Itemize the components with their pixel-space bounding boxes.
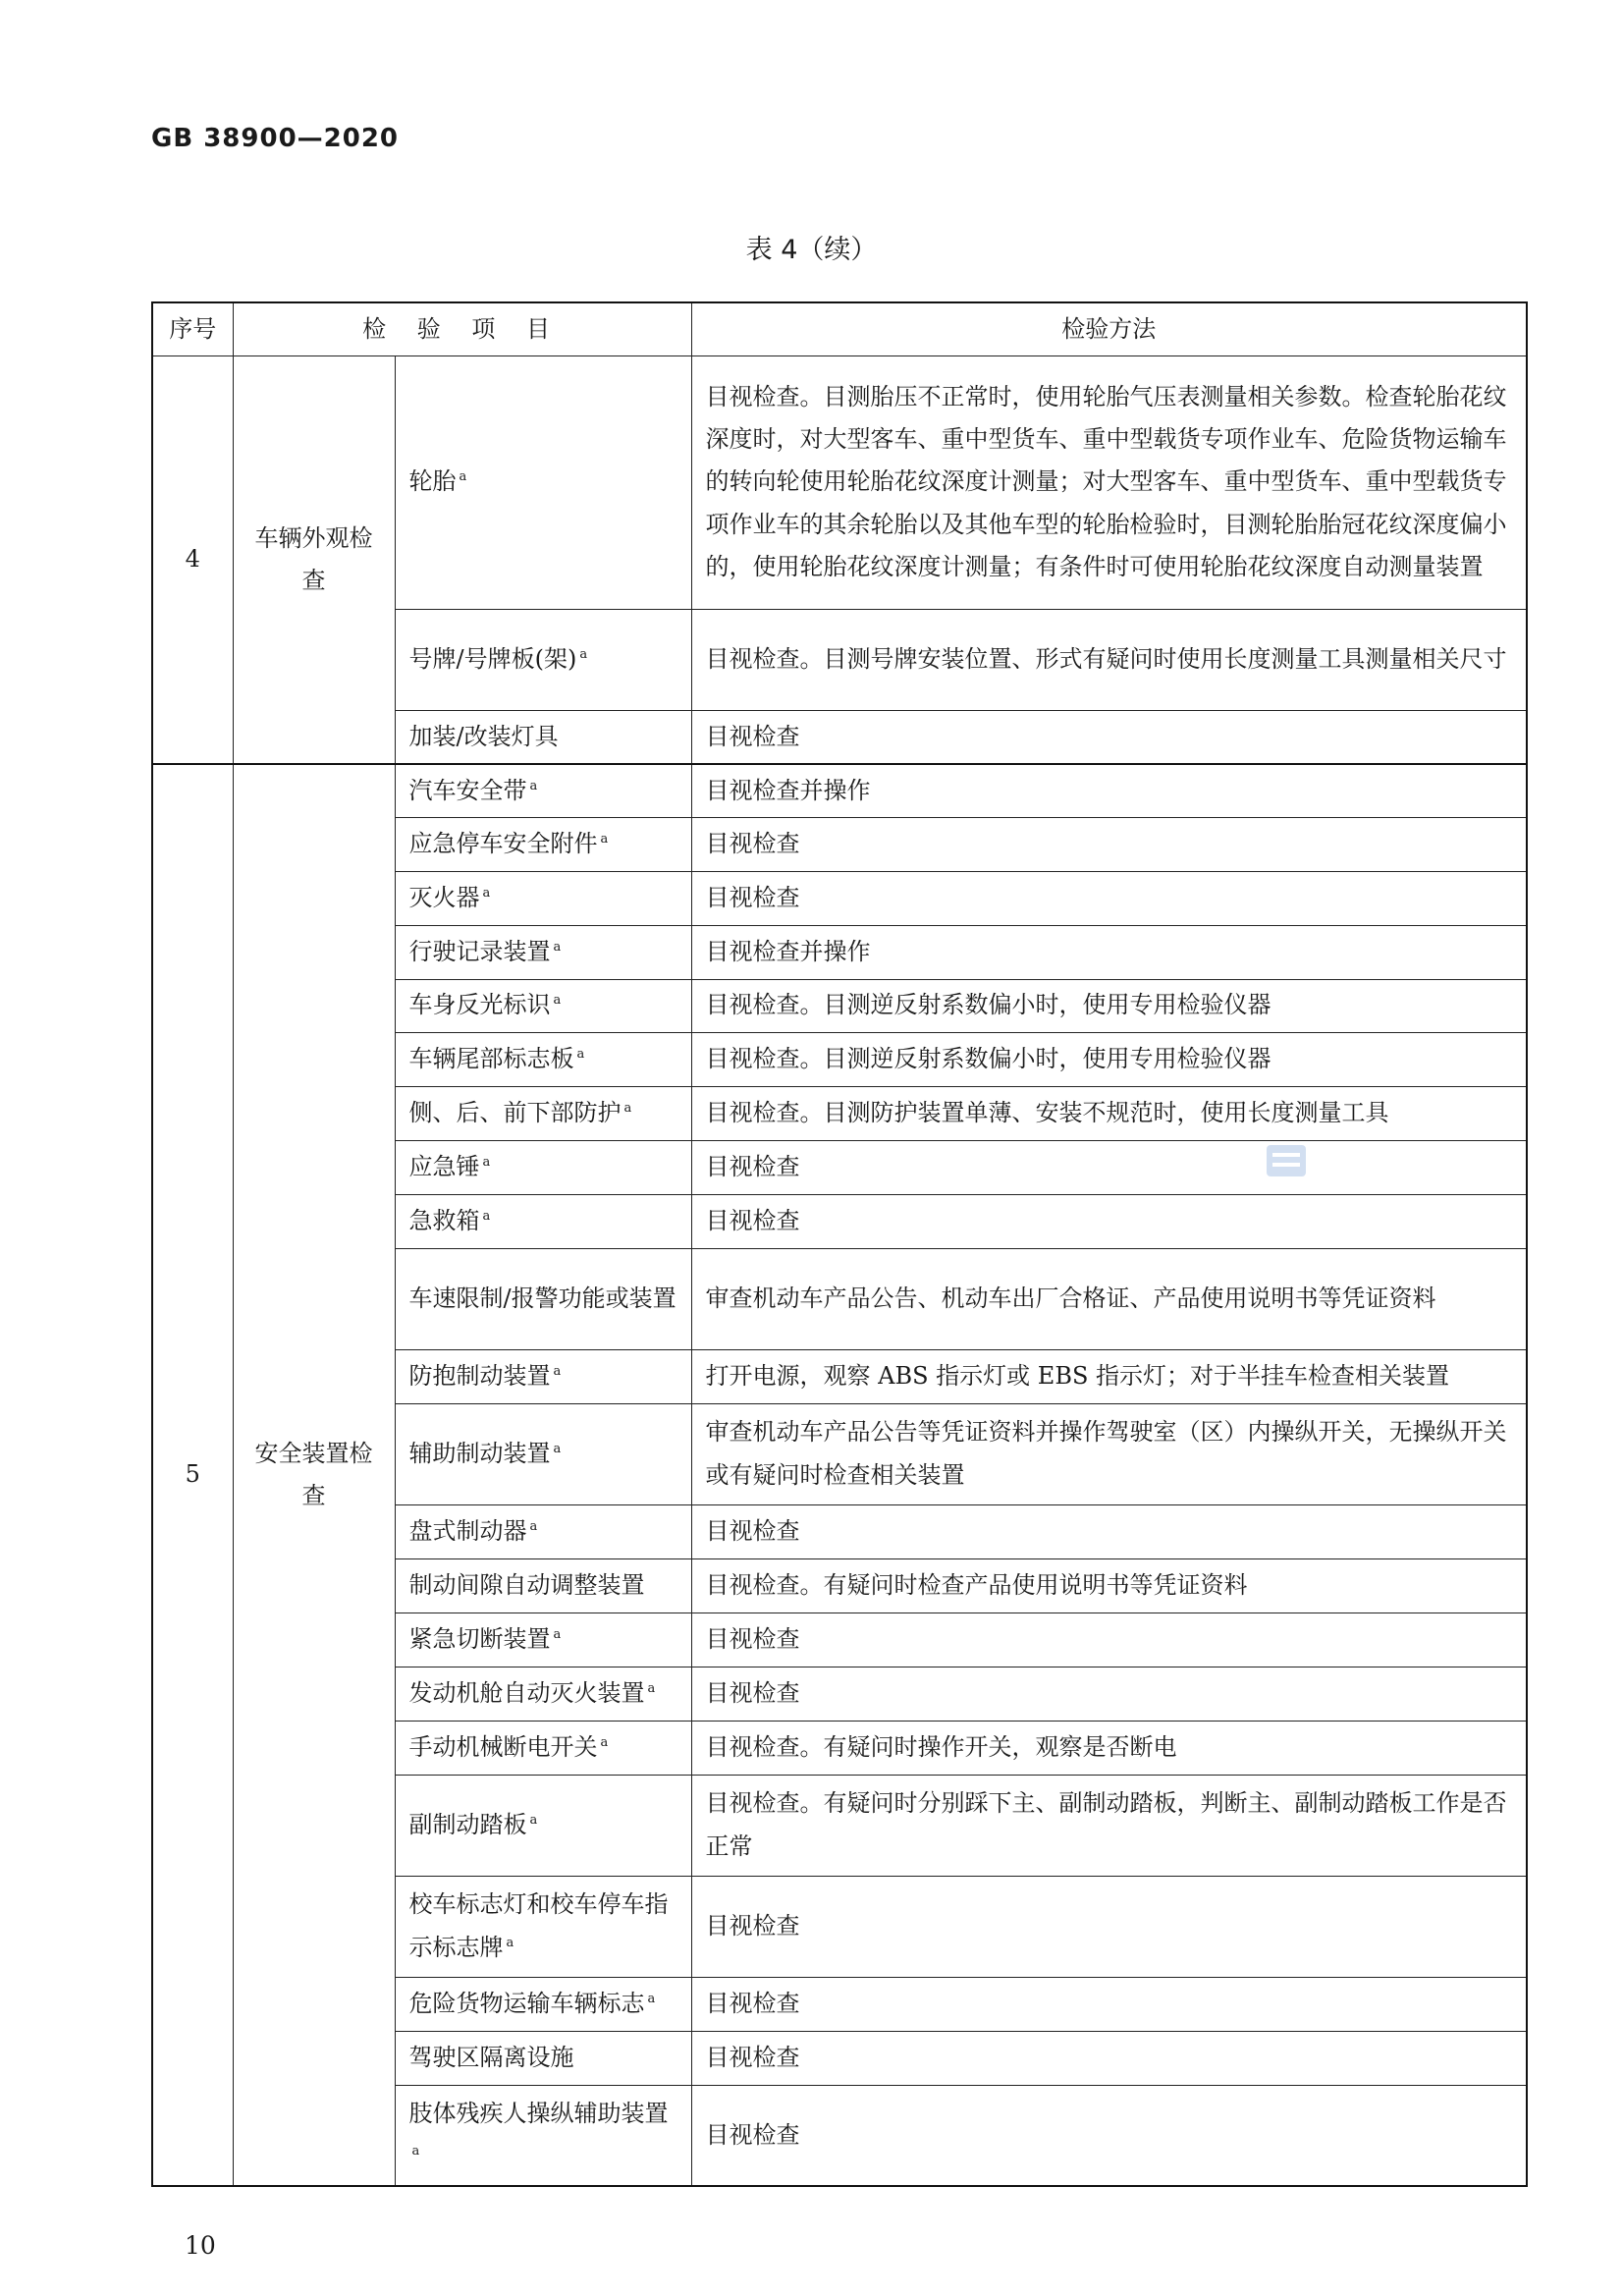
table-row [152, 355, 1527, 609]
item-cell [395, 925, 691, 979]
group-number: 5 [152, 764, 233, 2186]
method-cell: 目视检查 [691, 2031, 1527, 2085]
footnote-mark: a [600, 1734, 609, 1750]
method-cell: 目视检查并操作 [691, 925, 1527, 979]
item-name: 发动机舱自动灭火装置 [408, 1678, 645, 1707]
method-cell: 目视检查。有疑问时操作开关，观察是否断电 [691, 1721, 1527, 1775]
item-cell [395, 1977, 691, 2031]
footnote-mark: a [576, 1046, 585, 1062]
item-cell [395, 764, 691, 817]
group-number: 4 [152, 355, 233, 764]
footnote-mark: a [623, 1100, 632, 1116]
item-cell [395, 1086, 691, 1140]
item-name: 肢体残疾人操纵辅助装置 [408, 2100, 669, 2128]
method-cell: 目视检查 [691, 1504, 1527, 1558]
method-cell: 目视检查。有疑问时分别踩下主、副制动踏板，判断主、副制动踏板工作是否正常 [691, 1775, 1527, 1876]
item-name: 应急停车安全附件 [408, 829, 598, 857]
method-cell: 目视检查 [691, 1876, 1527, 1977]
item-name: 危险货物运输车辆标志 [408, 1989, 645, 2017]
footnote-mark: a [411, 2144, 420, 2159]
table-row [152, 764, 1527, 817]
item-cell [395, 1504, 691, 1558]
method-cell: 目视检查 [691, 1977, 1527, 2031]
item-name: 盘式制动器 [408, 1516, 527, 1545]
item-cell [395, 1349, 691, 1403]
inspection-table [151, 301, 1528, 2187]
item-cell [395, 609, 691, 710]
item-name: 车身反光标识 [408, 991, 551, 1019]
footnote-mark: a [579, 646, 588, 662]
method-cell: 目视检查 [691, 710, 1527, 764]
method-cell: 审查机动车产品公告等凭证资料并操作驾驶室（区）内操纵开关，无操纵开关或有疑问时检查相关装置 [691, 1403, 1527, 1504]
footnote-mark: a [529, 778, 538, 793]
footnote-mark: a [482, 885, 491, 901]
item-cell [395, 710, 691, 764]
item-name: 急救箱 [408, 1206, 480, 1234]
header-no: 序号 [152, 302, 233, 355]
method-cell: 目视检查 [691, 1613, 1527, 1667]
method-cell: 打开电源，观察 ABS 指示灯或 EBS 指示灯；对于半挂车检查相关装置 [691, 1349, 1527, 1403]
item-cell [395, 2031, 691, 2085]
footnote-mark: a [553, 1363, 562, 1379]
item-name: 制动间隙自动调整装置 [408, 1570, 645, 1599]
footnote-mark: a [482, 1154, 491, 1170]
footnote-mark: a [553, 1626, 562, 1642]
item-name: 加装/改装灯具 [408, 722, 559, 750]
method-cell: 目视检查 [691, 1667, 1527, 1721]
item-name: 辅助制动装置 [408, 1439, 551, 1467]
standard-code: GB 38900—2020 [151, 124, 400, 153]
item-name: 防抱制动装置 [408, 1361, 551, 1390]
method-cell: 目视检查。目测号牌安装位置、形式有疑问时使用长度测量工具测量相关尺寸 [691, 609, 1527, 710]
table-header-row [152, 302, 1527, 355]
item-cell [395, 1403, 691, 1504]
item-name: 汽车安全带 [408, 776, 527, 804]
item-cell [395, 1613, 691, 1667]
footnote-mark: a [506, 1935, 514, 1950]
footnote-mark: a [529, 1812, 538, 1828]
item-cell [395, 355, 691, 609]
group-name: 车辆外观检查 [233, 355, 395, 764]
page-number: 10 [185, 2231, 216, 2260]
item-cell [395, 979, 691, 1032]
item-cell [395, 1194, 691, 1248]
item-name: 应急锤 [408, 1152, 480, 1180]
method-cell: 目视检查。目测防护装置单薄、安装不规范时，使用长度测量工具 [691, 1086, 1527, 1140]
footnote-mark: a [553, 939, 562, 955]
footnote-mark: a [600, 831, 609, 847]
item-cell [395, 817, 691, 871]
watermark-logo [1265, 1139, 1308, 1182]
footnote-mark: a [647, 1680, 656, 1696]
method-cell: 目视检查 [691, 2085, 1527, 2186]
group-name: 安全装置检查 [233, 764, 395, 2186]
item-cell [395, 1775, 691, 1876]
item-cell [395, 2085, 691, 2186]
item-name: 校车标志灯和校车停车指示标志牌 [408, 1890, 669, 1961]
method-cell: 目视检查。有疑问时检查产品使用说明书等凭证资料 [691, 1558, 1527, 1613]
item-cell [395, 1032, 691, 1086]
method-cell: 目视检查并操作 [691, 764, 1527, 817]
item-cell [395, 1558, 691, 1613]
method-cell: 目视检查。目测逆反射系数偏小时，使用专用检验仪器 [691, 1032, 1527, 1086]
item-cell [395, 871, 691, 925]
item-name: 轮胎 [408, 467, 457, 496]
item-name: 紧急切断装置 [408, 1624, 551, 1653]
method-cell: 目视检查 [691, 817, 1527, 871]
footnote-mark: a [647, 1991, 656, 2006]
item-name: 号牌/号牌板(架) [408, 644, 577, 673]
footnote-mark: a [529, 1518, 538, 1534]
item-cell [395, 1140, 691, 1194]
item-cell [395, 1248, 691, 1349]
footnote-mark: a [553, 1441, 562, 1456]
item-name: 行驶记录装置 [408, 937, 551, 965]
item-name: 驾驶区隔离设施 [408, 2043, 574, 2071]
item-name: 侧、后、前下部防护 [408, 1098, 622, 1126]
item-cell [395, 1667, 691, 1721]
footnote-mark: a [459, 469, 467, 485]
item-name: 副制动踏板 [408, 1810, 527, 1838]
item-cell [395, 1876, 691, 1977]
footnote-mark: a [553, 993, 562, 1009]
footnote-mark: a [482, 1208, 491, 1224]
item-cell [395, 1721, 691, 1775]
item-name: 车辆尾部标志板 [408, 1044, 574, 1072]
table-body [152, 355, 1527, 2186]
method-cell: 目视检查 [691, 871, 1527, 925]
method-cell: 审查机动车产品公告、机动车出厂合格证、产品使用说明书等凭证资料 [691, 1248, 1527, 1349]
item-name: 灭火器 [408, 883, 480, 911]
method-cell: 目视检查 [691, 1194, 1527, 1248]
item-name: 车速限制/报警功能或装置 [408, 1284, 676, 1312]
item-name: 手动机械断电开关 [408, 1732, 598, 1761]
method-cell: 目视检查。目测逆反射系数偏小时，使用专用检验仪器 [691, 979, 1527, 1032]
method-cell: 目视检查 [691, 1140, 1527, 1194]
method-cell: 目视检查。目测胎压不正常时，使用轮胎气压表测量相关参数。检查轮胎花纹深度时，对大型客车、重中型货车、重中型载货专项作业车、危险货物运输车的转向轮使用轮胎花纹深度计测量；对大型客车、重中型货车、重中型载货专项作业车的其余轮胎以及其他车型的轮胎检验时，目测轮胎胎冠花纹深度偏小的，使用轮胎花纹深度计测量；有条件时可使用轮胎花纹深度自动测量装置 [691, 355, 1527, 609]
header-method: 检验方法 [691, 302, 1527, 355]
table-title: 表 4（续） [745, 235, 878, 265]
header-item: 检 验 项 目 [233, 302, 691, 355]
